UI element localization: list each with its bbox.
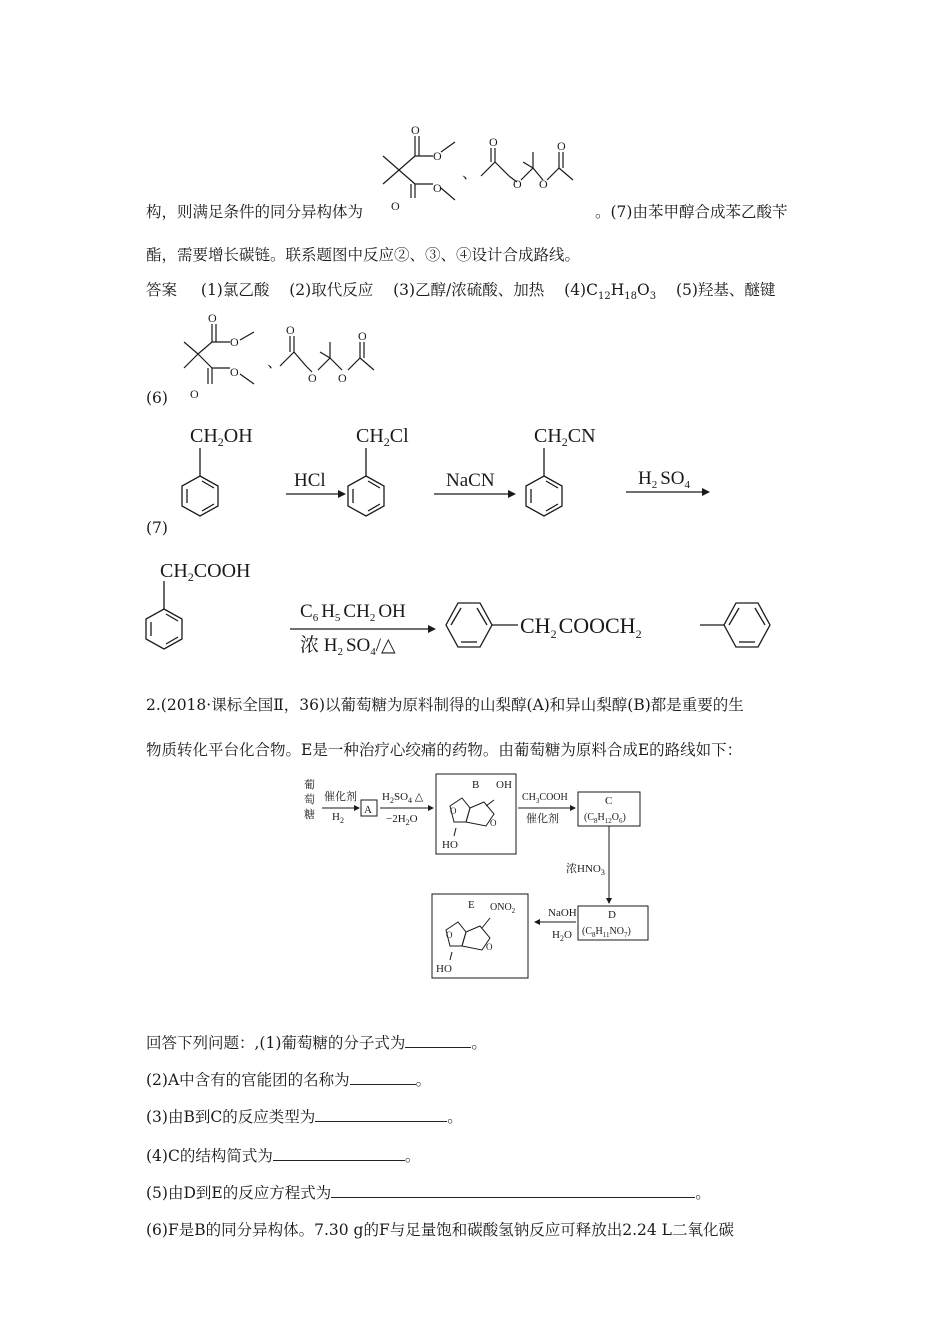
formula-d: $(C_8H_{11}NO_7)$	[582, 926, 631, 939]
answer-6-structures	[176, 312, 396, 404]
reagent-conc-h2so4: 浓 $H_2$ $SO_4/\triangle$	[300, 635, 396, 658]
prev-line-1-after: 。(7)由苯甲醇合成苯乙酸苄	[595, 203, 788, 221]
prev-line-1-before: 构，则满足条件的同分异构体为	[146, 203, 364, 221]
svg-text:O: O	[391, 199, 400, 213]
answer-blank-4[interactable]	[273, 1146, 405, 1161]
question-4: (4)C的结构简式为 。	[146, 1147, 421, 1165]
prev-line-1	[146, 202, 363, 222]
answer-blank-1[interactable]	[405, 1033, 471, 1048]
b-ho: HO	[442, 839, 458, 851]
answer-line	[146, 280, 775, 307]
answer-6-separator: 、	[267, 353, 283, 371]
q2-line-1: 2.(2018·课标全国Ⅱ，36)以葡萄糖为原料制得的山梨醇(A)和异山梨醇(B)都是重要的生	[146, 696, 744, 714]
b-oh: OH	[496, 779, 512, 791]
formula-ch2oh: $CH_2OH$	[190, 425, 253, 449]
label-b: B	[472, 779, 480, 791]
svg-text:O: O	[190, 387, 199, 401]
formula-c: $(C_8H_{12}O_6)$	[584, 812, 626, 825]
label-d: D	[608, 909, 616, 921]
benzene-ring-2	[348, 448, 384, 516]
formula-ch2cn: $CH_2CN$	[534, 425, 596, 449]
svg-text:O: O	[433, 181, 442, 195]
e-ho: HO	[436, 963, 452, 975]
label-e: E	[468, 899, 475, 911]
label-c: C	[605, 795, 613, 807]
answer-label: 答案	[146, 281, 178, 299]
svg-text:O: O	[286, 323, 295, 337]
svg-text:O: O	[358, 329, 367, 343]
e-ono2: $ONO_2$	[490, 902, 516, 915]
isomer-structures-top	[375, 118, 585, 222]
answer-item-4: $(4)C_{12}H_{18}O_3$	[564, 281, 657, 303]
formula-ch2cl: $CH_2Cl$	[356, 425, 409, 449]
formula-ester-linker: $CH_2COOCH_2$	[520, 613, 642, 641]
question-5: (5)由D到E的反应方程式为 。	[146, 1184, 711, 1202]
naoh-label: NaOH	[548, 907, 577, 919]
q2-line-2: 物质转化平台化合物。E是一种治疗心绞痛的药物。由葡萄糖为原料合成E的路线如下：	[146, 741, 743, 759]
water-label: $H_2O$	[552, 929, 572, 943]
reagent-nacn: NaCN	[446, 470, 495, 491]
start-glucose-3: 糖	[304, 809, 315, 821]
answer-blank-3[interactable]	[315, 1107, 447, 1122]
svg-text:O: O	[489, 135, 498, 149]
answer-item-5: (5)羟基、醚键	[675, 281, 776, 299]
prev-line-2: 酯，需要增长碳链。联系题图中反应②、③、④设计合成路线。	[146, 246, 581, 264]
answer-6-label: (6)	[146, 389, 168, 407]
svg-text:O: O	[539, 177, 548, 191]
synthesis-route-row1	[160, 418, 720, 528]
start-glucose-1: 葡	[304, 779, 315, 791]
hno3-label: 浓$HNO_3$	[566, 863, 605, 877]
start-glucose-2: 萄	[304, 794, 315, 806]
svg-text:O: O	[338, 371, 347, 385]
svg-text:O: O	[490, 818, 497, 828]
benzene-ring-1	[182, 448, 218, 516]
h2-label: $H_2$	[332, 811, 344, 825]
reagent-benzyl-alcohol: $C_6$ $H_5$ $CH_2$ OH	[300, 601, 406, 624]
svg-text:O: O	[230, 365, 239, 379]
answer-item-1: (1)氯乙酸	[200, 281, 270, 299]
answer-blank-5[interactable]	[331, 1183, 695, 1198]
benzene-ring-5	[446, 603, 518, 647]
synthesis-route-row2	[140, 555, 790, 665]
reaction-scheme	[300, 770, 660, 982]
benzene-ring-3	[526, 448, 562, 516]
answer-item-2: (2)取代反应	[289, 281, 374, 299]
formula-ch2cooh: $CH_2COOH$	[160, 560, 251, 584]
svg-text:O: O	[513, 177, 522, 191]
isosorbide-b-structure	[450, 798, 494, 836]
svg-text:O: O	[308, 371, 317, 385]
catalyst-label-2: 催化剂	[526, 813, 559, 825]
answer-7-label: (7)	[146, 519, 168, 537]
svg-text:O: O	[230, 335, 239, 349]
h2so4-label: $H_2SO_4$ △	[382, 791, 424, 805]
question-1: 回答下列问题：,(1)葡萄糖的分子式为 。	[146, 1034, 487, 1052]
reagent-hcl: HCl	[294, 470, 326, 491]
svg-text:O: O	[486, 942, 493, 952]
svg-text:O: O	[208, 312, 217, 325]
question-2: (2)A中含有的官能团的名称为 。	[146, 1071, 432, 1089]
separator-comma: 、	[462, 164, 478, 182]
benzene-ring-6	[700, 603, 770, 647]
e-structure	[446, 918, 490, 960]
question-3: (3)由B到C的反应类型为 。	[146, 1108, 463, 1126]
question-6: (6)F是B的同分异构体。7.30 g的F与足量饱和碳酸氢钠反应可释放出2.24 L二氧化碳	[146, 1221, 734, 1239]
answer-blank-2[interactable]	[350, 1070, 416, 1085]
acetic-acid-label: $CH_3COOH$	[522, 792, 568, 805]
svg-text:O: O	[450, 806, 457, 816]
box-a-label: A	[364, 804, 372, 816]
svg-text:O: O	[557, 139, 566, 153]
svg-text:O: O	[411, 123, 420, 137]
catalyst-label-1: 催化剂	[324, 791, 357, 803]
svg-text:O: O	[446, 930, 453, 940]
minus-water-label: $-2H_2O$	[386, 813, 418, 827]
benzene-ring-4	[146, 581, 182, 649]
reagent-h2so4: $H_2$ $SO_4$	[638, 468, 691, 491]
answer-item-3: (3)乙醇/浓硫酸、加热	[393, 281, 545, 299]
svg-text:O: O	[433, 149, 442, 163]
